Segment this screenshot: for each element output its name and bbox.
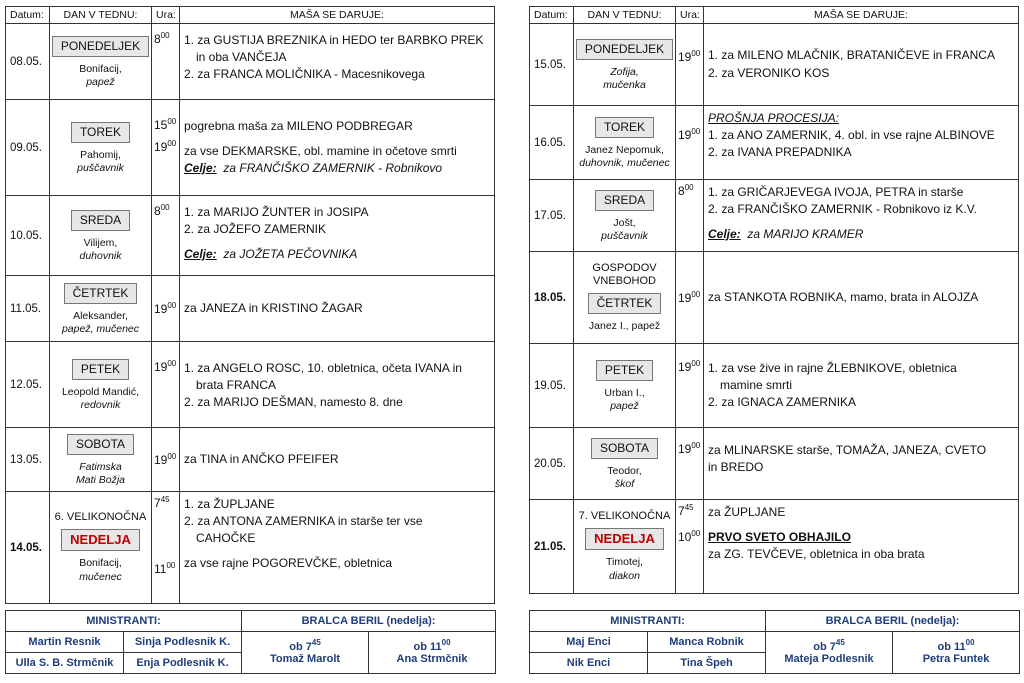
mass-cell: [180, 100, 495, 196]
mass-line: 2. za FRANČIŠKO ZAMERNIK - Robnikovo iz K.V.: [708, 202, 977, 217]
saint: Pahomij,: [80, 148, 121, 161]
date: 17.05.: [530, 180, 574, 252]
time: $19^{00}$: [678, 127, 701, 142]
mass-line: 1. za ANGELO ROSC, 10. obletnica, očeta IVANA in: [184, 361, 462, 375]
time: $10^{00}$: [678, 529, 701, 544]
date: 08.05.: [6, 24, 50, 100]
mass-line: CAHOČKE: [196, 531, 256, 546]
saint: Leopold Mandić,: [61, 385, 140, 398]
day-name: TOREK: [595, 117, 654, 138]
day-cell: [50, 342, 152, 428]
day-cell: [574, 180, 676, 252]
header-row: [530, 7, 1019, 24]
time: $19^{00}$: [154, 451, 177, 467]
mass-line: brata FRANCA: [196, 378, 277, 393]
time-cell: [676, 180, 704, 252]
time: $19^{00}$: [154, 139, 177, 154]
day-name: NEDELJA: [585, 528, 664, 550]
table-row: [530, 24, 1019, 106]
day-name: SOBOTA: [591, 438, 658, 459]
mass-line: 1. za MARIJO ŽUNTER in JOSIPA: [184, 205, 369, 219]
time-cell: [152, 342, 180, 428]
day-name: PETEK: [596, 360, 653, 381]
mass-cell: [704, 500, 1019, 594]
time: $7^{45}$: [154, 495, 170, 510]
saint: Zofija,: [610, 65, 639, 78]
col-day: DAN V TEDNU:: [50, 7, 152, 24]
mass-line: 2. za IVANA PREPADNIKA: [708, 145, 852, 160]
date: 19.05.: [530, 344, 574, 428]
mass-line: 2. za VERONIKO KOS: [708, 65, 830, 80]
time: $19^{00}$: [678, 359, 701, 374]
mass-cell: [704, 428, 1019, 500]
mass-line: za ZG. TEVČEVE, obletnica in oba brata: [708, 547, 925, 562]
day-cell: [50, 492, 152, 604]
day-cell: [574, 344, 676, 428]
mass-line: 2. za ANTONA ZAMERNIKA in starše ter vse: [184, 514, 423, 529]
saint: Urban I.,: [604, 386, 645, 399]
saint-desc: papež: [610, 400, 639, 412]
procession-label: PROŠNJA PROCESIJA:: [708, 111, 839, 125]
date: 18.05.: [530, 252, 574, 344]
header-row: [6, 7, 495, 24]
day-name: NEDELJA: [61, 529, 140, 551]
beril-slot: ob $11^{00}$ Ana Strmčnik: [369, 632, 496, 674]
mass-line: 2. za IGNACA ZAMERNIKA: [708, 395, 857, 410]
saint-desc: redovnik: [80, 399, 121, 411]
mass-line: za vse DEKMARSKE, obl. mamine in očetove smrti: [184, 144, 457, 159]
ministrant-name: Ulla S. B. Strmčnik: [6, 653, 124, 674]
schedule-week-left: [5, 6, 495, 604]
day-name: PETEK: [72, 359, 129, 380]
day-name: ČETRTEK: [588, 293, 662, 314]
saint-desc: papež, mučenec: [61, 323, 140, 335]
day-cell: [574, 106, 676, 180]
mass-line: 2. za MARIJO DEŠMAN, namesto 8. dne: [184, 395, 403, 410]
saint: Janez I., papež: [588, 320, 661, 333]
col-date: Datum:: [6, 7, 50, 24]
table-row: [6, 24, 495, 100]
table-row: [530, 344, 1019, 428]
time-cell: [152, 492, 180, 604]
ministrant-name: Nik Enci: [530, 653, 648, 674]
mass-line: za JANEZA in KRISTINO ŽAGAR: [184, 300, 363, 315]
mass-line: za TINA in ANČKO PFEIFER: [184, 451, 339, 466]
ministrant-name: Enja Podlesnik K.: [124, 653, 242, 674]
saint-desc: puščavnik: [77, 162, 124, 174]
col-date: Datum:: [530, 7, 574, 24]
saint: Jošt,: [613, 216, 636, 229]
col-time: Ura:: [152, 7, 180, 24]
date: 11.05.: [6, 276, 50, 342]
time-cell: [676, 252, 704, 344]
day-name: SOBOTA: [67, 434, 134, 455]
time: $19^{00}$: [678, 441, 701, 456]
date: 10.05.: [6, 196, 50, 276]
saint-desc: diakon: [609, 569, 640, 582]
celje-line: Celje: za JOŽETA PEČOVNIKA: [184, 247, 358, 262]
time-cell: [152, 428, 180, 492]
col-day: DAN V TEDNU:: [574, 7, 676, 24]
mass-line: 1. za GUSTIJA BREZNIKA in HEDO ter BARBKO PREK: [184, 33, 484, 47]
day-name: PONEDELJEK: [52, 36, 149, 57]
table-row: [530, 252, 1019, 344]
time-cell: [152, 276, 180, 342]
table-row: [530, 106, 1019, 180]
feast-name: GOSPODOV VNEBOHOD: [592, 261, 657, 288]
date: 21.05.: [530, 500, 574, 594]
mass-line: 1. za ANO ZAMERNIK, 4. obl. in vse rajne ALBINOVE: [708, 128, 995, 143]
ministranti-table-left: [5, 610, 496, 674]
saint: Janez Nepomuk,: [585, 143, 664, 156]
mass-cell: [180, 342, 495, 428]
saint-desc: mučenka: [603, 79, 646, 91]
saint-desc: duhovnik, mučenec: [579, 157, 670, 169]
saint-desc: mučenec: [79, 570, 122, 583]
mass-line: za vse rajne POGOREVČKE, obletnica: [184, 556, 393, 571]
ministrant-name: Tina Špeh: [648, 653, 766, 674]
mass-cell: [180, 276, 495, 342]
ministrant-name: Sinja Podlesnik K.: [124, 632, 242, 653]
time: $8^{00}$: [678, 183, 694, 198]
ministrant-name: Maj Enci: [530, 632, 648, 653]
beril-label: BRALCA BERIL (nedelja):: [766, 611, 1020, 632]
mass-cell: [180, 428, 495, 492]
first-communion-label: PRVO SVETO OBHAJILO: [708, 530, 851, 545]
mass-cell: [704, 106, 1019, 180]
saint-desc: škof: [614, 478, 635, 490]
mass-cell: [704, 24, 1019, 106]
mass-line: pogrebna maša za MILENO PODBREGAR: [184, 119, 413, 133]
day-cell: [50, 196, 152, 276]
col-mass: MAŠA SE DARUJE:: [704, 7, 1019, 24]
table-row: [530, 428, 1019, 500]
saint-desc: puščavnik: [601, 230, 648, 242]
day-name: SREDA: [71, 210, 130, 231]
feast-name: 7. VELIKONOČNA: [578, 510, 671, 523]
beril-slot: ob $11^{00}$ Petra Funtek: [893, 632, 1020, 674]
time: $8^{00}$: [154, 203, 170, 218]
mass-line: za STANKOTA ROBNIKA, mamo, brata in ALOJZA: [708, 289, 979, 304]
mass-line: in oba VANČEJA: [196, 50, 287, 65]
table-row: [6, 196, 495, 276]
saint: Timotej,: [606, 556, 643, 569]
schedule-table: [5, 6, 495, 604]
time: $19^{00}$: [154, 359, 177, 374]
date: 16.05.: [530, 106, 574, 180]
time-cell: [152, 100, 180, 196]
celje-line: Celje: za FRANČIŠKO ZAMERNIK - Robnikovo: [184, 161, 443, 176]
mass-line: in BREDO: [708, 460, 764, 475]
day-cell: [50, 428, 152, 492]
day-cell: [574, 24, 676, 106]
time-cell: [676, 106, 704, 180]
time: $11^{00}$: [154, 561, 176, 576]
time: $19^{00}$: [678, 48, 701, 64]
saint: Teodor,: [607, 464, 642, 477]
saint-desc: Mati Božja: [75, 474, 126, 486]
date: 20.05.: [530, 428, 574, 500]
feast-name: 6. VELIKONOČNA: [54, 511, 147, 524]
date: 12.05.: [6, 342, 50, 428]
time: $19^{00}$: [154, 300, 177, 316]
mass-line: za ŽUPLJANE: [708, 505, 786, 519]
time-cell: [676, 344, 704, 428]
time-cell: [676, 24, 704, 106]
saint: Fatimska: [79, 460, 122, 473]
day-name: SREDA: [595, 190, 654, 211]
table-row: [530, 500, 1019, 594]
ministranti-label: MINISTRANTI:: [530, 611, 766, 632]
mass-cell: [180, 196, 495, 276]
day-cell: [574, 500, 676, 594]
day-cell: [50, 276, 152, 342]
date: 13.05.: [6, 428, 50, 492]
time: $8^{00}$: [154, 31, 170, 46]
date: 15.05.: [530, 24, 574, 106]
day-cell: [50, 100, 152, 196]
time-cell: [152, 196, 180, 276]
mass-line: 1. za vse žive in rajne ŽLEBNIKOVE, obletnica: [708, 361, 957, 375]
schedule-week-right: [529, 6, 1019, 594]
time-cell: [676, 500, 704, 594]
date: 14.05.: [6, 492, 50, 604]
mass-line: 1. za GRIČARJEVEGA IVOJA, PETRA in starše: [708, 185, 964, 199]
beril-slot: ob $7^{45}$ Mateja Podlesnik: [766, 632, 893, 674]
table-row: [6, 428, 495, 492]
saint-desc: papež: [86, 76, 115, 88]
time-cell: [676, 428, 704, 500]
celje-line: Celje: za MARIJO KRAMER: [708, 227, 864, 242]
ministranti-table-right: [529, 610, 1020, 674]
day-name: ČETRTEK: [64, 283, 138, 304]
time: $15^{00}$: [154, 117, 177, 132]
table-row: [6, 100, 495, 196]
time-cell: [152, 24, 180, 100]
table-row: [530, 180, 1019, 252]
date: 09.05.: [6, 100, 50, 196]
col-mass: MAŠA SE DARUJE:: [180, 7, 495, 24]
time: $19^{00}$: [678, 289, 701, 305]
day-cell: [574, 252, 676, 344]
mass-line: 2. za FRANCA MOLIČNIKA - Macesnikovega: [184, 67, 425, 82]
day-name: TOREK: [71, 122, 130, 143]
table-row: [6, 492, 495, 604]
mass-line: 1. za MILENO MLAČNIK, BRATANIČEVE in FRANCA: [708, 48, 995, 63]
beril-label: BRALCA BERIL (nedelja):: [242, 611, 496, 632]
day-cell: [50, 24, 152, 100]
ministranti-label: MINISTRANTI:: [6, 611, 242, 632]
mass-cell: [180, 492, 495, 604]
time: $7^{45}$: [678, 503, 694, 518]
day-cell: [574, 428, 676, 500]
col-time: Ura:: [676, 7, 704, 24]
ministrant-name: Martin Resnik: [6, 632, 124, 653]
mass-cell: [704, 252, 1019, 344]
mass-cell: [180, 24, 495, 100]
table-row: [6, 276, 495, 342]
day-name: PONEDELJEK: [576, 39, 673, 60]
saint-desc: duhovnik: [79, 250, 122, 262]
mass-line: mamine smrti: [720, 378, 793, 393]
beril-slot: ob $7^{45}$ Tomaž Marolt: [242, 632, 369, 674]
ministrant-name: Manca Robnik: [648, 632, 766, 653]
saint: Bonifacij,: [79, 557, 122, 570]
saint: Vilijem,: [83, 236, 118, 249]
mass-cell: [704, 344, 1019, 428]
table-row: [6, 342, 495, 428]
saint: Aleksander,: [73, 309, 128, 322]
schedule-table: [529, 6, 1019, 594]
saint: Bonifacij,: [79, 62, 122, 75]
mass-line: 2. za JOŽEFO ZAMERNIK: [184, 222, 327, 237]
mass-cell: [704, 180, 1019, 252]
mass-line: 1. za ŽUPLJANE: [184, 497, 275, 511]
mass-line: za MLINARSKE starše, TOMAŽA, JANEZA, CVETO: [708, 443, 987, 457]
